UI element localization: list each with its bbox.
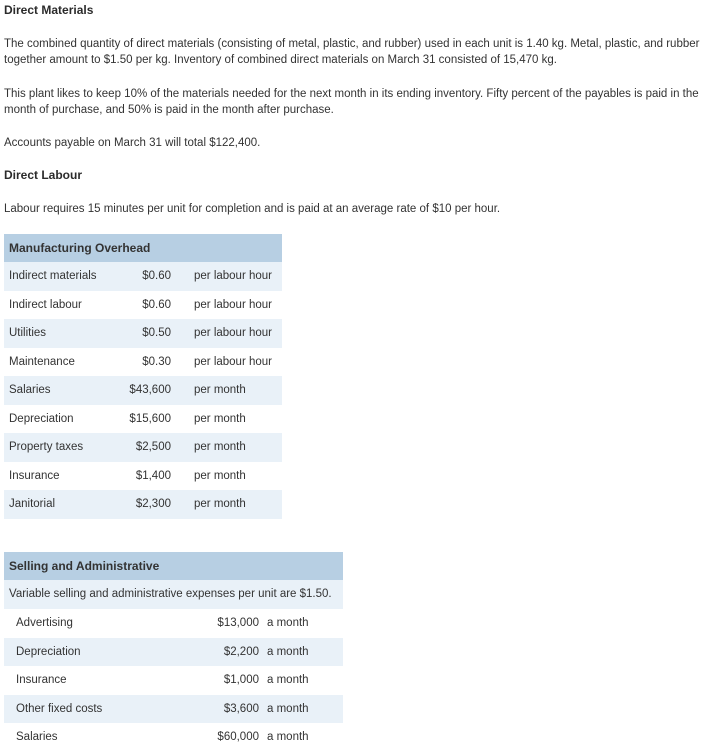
overhead-item: Property taxes	[9, 441, 84, 453]
overhead-basis: per labour hour	[194, 355, 272, 368]
manufacturing-overhead-title: Manufacturing Overhead	[4, 234, 282, 262]
selling-admin-item: Salaries	[16, 731, 58, 744]
selling-admin-basis: a month	[267, 731, 309, 744]
overhead-item: Utilities	[9, 327, 47, 339]
overhead-amount: $0.60	[142, 270, 171, 282]
overhead-basis: per month	[194, 384, 246, 396]
selling-admin-item: Other fixed costs	[16, 702, 103, 715]
table-row	[4, 433, 282, 462]
overhead-item: Indirect labour	[9, 298, 82, 311]
table-row	[4, 291, 282, 320]
overhead-item: Depreciation	[9, 412, 74, 425]
direct-materials-paragraph-1: The combined quantity of direct materials (consisting of metal, plastic, and rubber) used in each unit is 1.40 kg. Metal, plastic, and rubber together amount to $1.50 per kg. Inventory of combined direct materials on March 31 consisted of 15,470 kg.	[4, 38, 700, 66]
overhead-amount: $0.60	[142, 298, 171, 311]
selling-admin-subtitle: Variable selling and administrative expenses per unit are $1.50.	[4, 580, 343, 609]
table-row	[4, 638, 343, 667]
overhead-amount: $0.50	[142, 327, 171, 339]
table-row	[4, 723, 343, 752]
selling-admin-basis: a month	[267, 674, 309, 687]
selling-admin-basis: a month	[267, 702, 309, 715]
overhead-item: Indirect materials	[9, 270, 97, 282]
overhead-item: Insurance	[9, 469, 60, 482]
overhead-basis: per labour hour	[194, 270, 272, 282]
table-row	[4, 262, 282, 291]
table-row	[4, 609, 343, 638]
overhead-basis: per month	[194, 412, 246, 425]
table-row	[4, 695, 343, 724]
selling-admin-item: Insurance	[16, 674, 67, 687]
direct-materials-paragraph-2: This plant likes to keep 10% of the materials needed for the next month in its ending inventory. Fifty percent of the payables is paid in the month of purchase, and 50% is paid in the month after purchase.	[4, 88, 699, 116]
overhead-item: Maintenance	[9, 355, 75, 368]
overhead-amount: $1,400	[135, 469, 171, 482]
table-row	[4, 490, 282, 519]
overhead-basis: per labour hour	[194, 327, 272, 339]
table-row	[4, 666, 343, 695]
table-row	[4, 348, 282, 377]
selling-admin-basis: a month	[267, 645, 309, 658]
selling-admin-amount: $2,200	[223, 645, 259, 658]
overhead-item: Salaries	[9, 384, 51, 396]
overhead-amount: $43,600	[129, 384, 171, 396]
table-row	[4, 405, 282, 434]
selling-admin-table	[4, 552, 343, 752]
overhead-basis: per month	[194, 469, 246, 482]
overhead-basis: per month	[194, 441, 246, 453]
selling-admin-basis: a month	[267, 617, 309, 629]
table-row	[4, 319, 282, 348]
overhead-item: Janitorial	[9, 498, 56, 510]
direct-labour-paragraph: Labour requires 15 minutes per unit for completion and is paid at an average rate of $10 per hour.	[4, 203, 501, 215]
overhead-basis: per month	[194, 498, 246, 510]
selling-admin-amount: $3,600	[223, 702, 259, 715]
overhead-amount: $2,500	[135, 441, 171, 453]
direct-materials-heading: Direct Materials	[4, 3, 94, 17]
overhead-amount: $0.30	[142, 355, 171, 368]
direct-materials-paragraph-3: Accounts payable on March 31 will total $122,400.	[4, 137, 261, 149]
manufacturing-overhead-table	[4, 234, 282, 519]
selling-admin-amount: $13,000	[217, 617, 259, 629]
direct-labour-heading: Direct Labour	[4, 168, 83, 182]
selling-admin-item: Advertising	[16, 617, 73, 629]
overhead-amount: $2,300	[135, 498, 171, 510]
selling-admin-amount: $60,000	[217, 731, 259, 744]
overhead-amount: $15,600	[129, 412, 171, 425]
selling-admin-title: Selling and Administrative	[4, 552, 343, 580]
table-row	[4, 376, 282, 405]
selling-admin-item: Depreciation	[16, 645, 81, 658]
overhead-basis: per labour hour	[194, 298, 272, 311]
selling-admin-amount: $1,000	[223, 674, 259, 687]
table-row	[4, 462, 282, 491]
